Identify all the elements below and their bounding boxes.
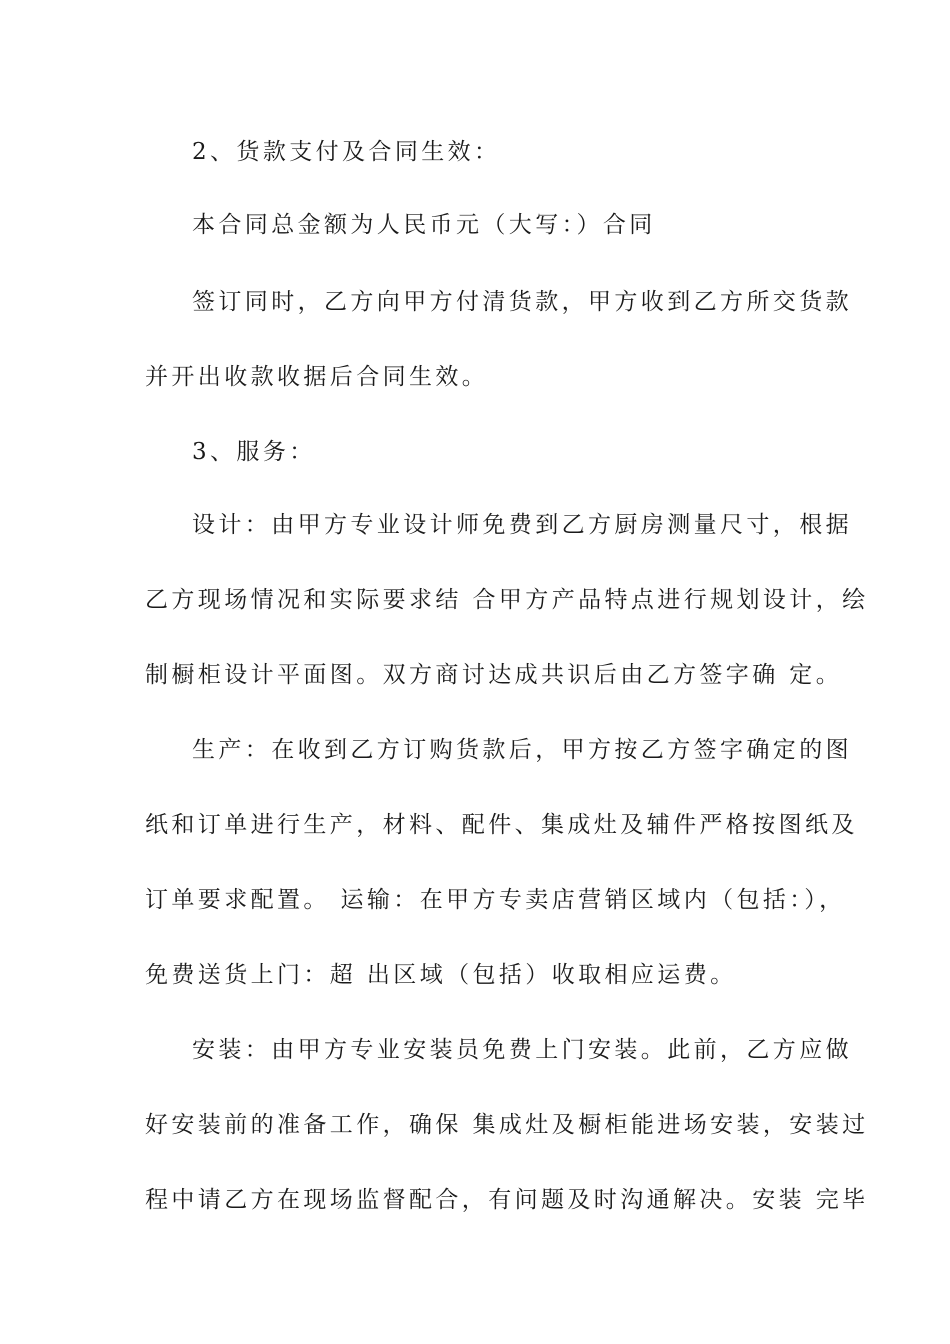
paragraph-line: 本合同总金额为人民币元（大写：）合同 — [192, 212, 656, 238]
section-heading-payment: 2、货款支付及合同生效： — [192, 139, 501, 165]
paragraph-line: 制橱柜设计平面图。双方商讨达成共识后由乙方签字确 定。 — [145, 662, 843, 688]
paragraph-line: 并开出收款收据后合同生效。 — [145, 364, 489, 390]
paragraph-line: 生产：在收到乙方订购货款后，甲方按乙方签字确定的图 — [192, 737, 852, 763]
paragraph-line: 免费送货上门：超 出区域（包括）收取相应运费。 — [145, 962, 737, 988]
paragraph-line: 设计：由甲方专业设计师免费到乙方厨房测量尺寸，根据 — [192, 512, 852, 538]
paragraph-line: 乙方现场情况和实际要求结 合甲方产品特点进行规划设计，绘 — [145, 587, 869, 613]
paragraph-line: 安装：由甲方专业安装员免费上门安装。此前，乙方应做 — [192, 1037, 852, 1063]
paragraph-line: 好安装前的准备工作，确保 集成灶及橱柜能进场安装，安装过 — [145, 1112, 869, 1138]
paragraph-line: 程中请乙方在现场监督配合，有问题及时沟通解决。安装 完毕 — [145, 1187, 869, 1213]
paragraph-line: 签订同时，乙方向甲方付清货款，甲方收到乙方所交货款 — [192, 289, 852, 315]
paragraph-line: 订单要求配置。 运输：在甲方专卖店营销区域内（包括：）， — [145, 887, 846, 913]
paragraph-line: 纸和订单进行生产，材料、配件、集成灶及辅件严格按图纸及 — [145, 812, 858, 838]
section-heading-service: 3、服务： — [192, 439, 316, 465]
